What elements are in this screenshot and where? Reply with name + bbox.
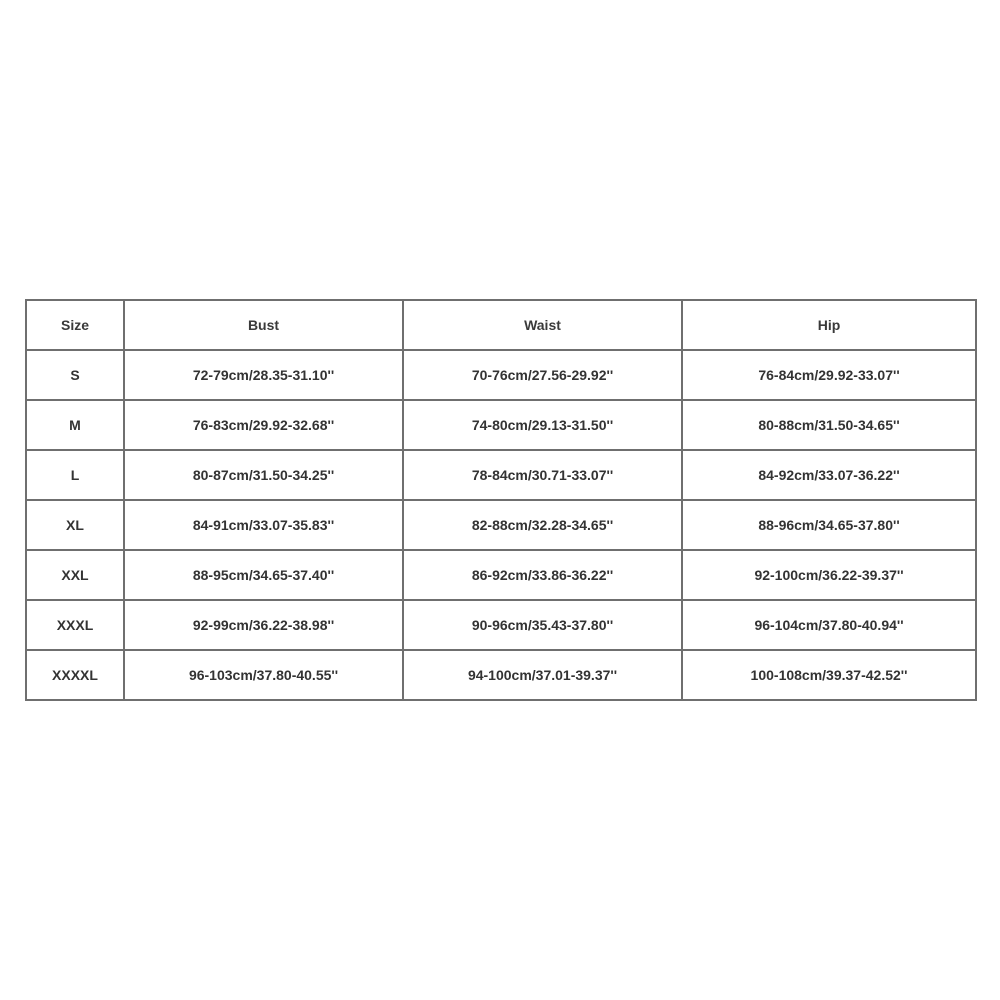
cell-bust: 96-103cm/37.80-40.55'' <box>124 650 403 700</box>
table-row <box>26 550 976 600</box>
table-row <box>26 650 976 700</box>
cell-waist: 70-76cm/27.56-29.92'' <box>403 350 682 400</box>
cell-bust: 92-99cm/36.22-38.98'' <box>124 600 403 650</box>
cell-hip: 88-96cm/34.65-37.80'' <box>682 500 976 550</box>
cell-size: L <box>26 450 124 500</box>
table-row <box>26 350 976 400</box>
cell-size: M <box>26 400 124 450</box>
table-row <box>26 450 976 500</box>
cell-bust: 72-79cm/28.35-31.10'' <box>124 350 403 400</box>
cell-waist: 78-84cm/30.71-33.07'' <box>403 450 682 500</box>
header-row <box>26 300 976 350</box>
table-row <box>26 500 976 550</box>
header-bust: Bust <box>124 300 403 350</box>
table-row <box>26 400 976 450</box>
cell-waist: 94-100cm/37.01-39.37'' <box>403 650 682 700</box>
cell-size: XXXXL <box>26 650 124 700</box>
cell-size: XXXL <box>26 600 124 650</box>
cell-size: XXL <box>26 550 124 600</box>
cell-hip: 80-88cm/31.50-34.65'' <box>682 400 976 450</box>
cell-hip: 96-104cm/37.80-40.94'' <box>682 600 976 650</box>
size-chart-body <box>26 350 976 700</box>
cell-size: S <box>26 350 124 400</box>
cell-waist: 82-88cm/32.28-34.65'' <box>403 500 682 550</box>
cell-hip: 84-92cm/33.07-36.22'' <box>682 450 976 500</box>
cell-hip: 100-108cm/39.37-42.52'' <box>682 650 976 700</box>
header-size: Size <box>26 300 124 350</box>
cell-bust: 84-91cm/33.07-35.83'' <box>124 500 403 550</box>
cell-waist: 90-96cm/35.43-37.80'' <box>403 600 682 650</box>
cell-bust: 88-95cm/34.65-37.40'' <box>124 550 403 600</box>
size-chart-table <box>25 299 977 701</box>
header-hip: Hip <box>682 300 976 350</box>
cell-waist: 74-80cm/29.13-31.50'' <box>403 400 682 450</box>
cell-waist: 86-92cm/33.86-36.22'' <box>403 550 682 600</box>
cell-bust: 80-87cm/31.50-34.25'' <box>124 450 403 500</box>
size-chart-header <box>26 300 976 350</box>
table-row <box>26 600 976 650</box>
cell-size: XL <box>26 500 124 550</box>
header-waist: Waist <box>403 300 682 350</box>
cell-hip: 92-100cm/36.22-39.37'' <box>682 550 976 600</box>
cell-bust: 76-83cm/29.92-32.68'' <box>124 400 403 450</box>
cell-hip: 76-84cm/29.92-33.07'' <box>682 350 976 400</box>
